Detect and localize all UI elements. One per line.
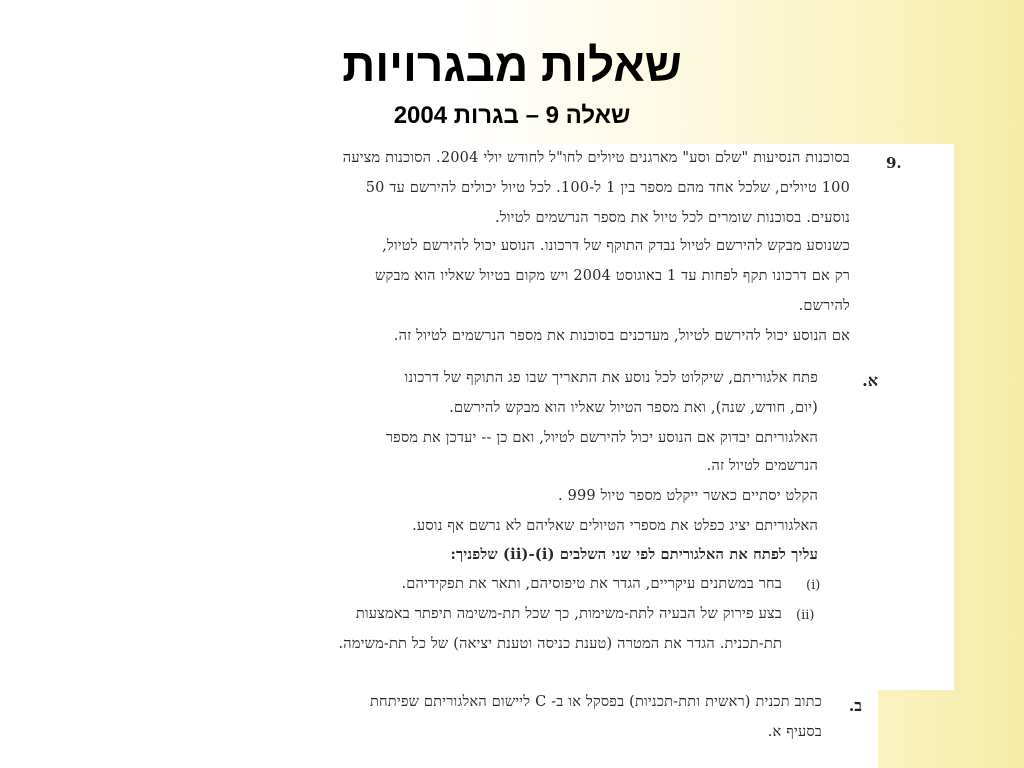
intro-line: נוסעים. בסוכנות שומרים לכל טיול את מספר הנרשמים לטיול.	[494, 210, 850, 226]
part-a-line: עליך לפתח את האלגוריתם לפי שני השלבים (i)-(ii) שלפניך:	[450, 546, 818, 563]
part-a-line: האלגוריתם יבדוק אם הנוסע יכול להירשם לטיול, ואם כן -- יעדכן את מספר	[385, 430, 818, 446]
part-b-marker: ב.	[848, 696, 862, 715]
intro-line: רק אם דרכונו תקף לפחות עד 1 באוגוסט 2004 ויש מקום בטיול שאליו הוא מבקש	[375, 268, 850, 284]
page-subtitle: שאלה 9 – בגרות 2004	[393, 102, 631, 129]
part-a-line: האלגוריתם יציג כפלט את מספרי הטיולים שאליהם לא נרשם אף נוסע.	[412, 518, 818, 534]
question-number: 9.	[886, 154, 902, 172]
intro-line: 100 טיולים, שלכל אחד מהם מספר בין 1 ל-100. לכל טיול יכולים להירשם עד 50	[365, 180, 850, 196]
step-ii-roman: (ii)	[796, 608, 815, 623]
part-a-line: הקלט יסתיים כאשר ייקלט מספר טיול 999 .	[557, 488, 818, 504]
step-i-line: בחר במשתנים עיקריים, הגדר את טיפוסיהם, ותאר את תפקידיהם.	[401, 576, 782, 592]
part-b-line: כתוב תכנית (ראשית ותת-תכניות) בפסקל או ב- C ליישום האלגוריתם שפיתחת	[369, 694, 822, 710]
intro-line: להירשם.	[798, 298, 850, 314]
intro-line: אם הנוסע יכול להירשם לטיול, מעדכנים בסוכנות את מספר הנרשמים לטיול זה.	[393, 328, 850, 344]
part-a-marker: א.	[862, 371, 878, 390]
part-a-line: (יום, חודש, שנה), ואת מספר הטיול שאליו הוא מבקש להירשם.	[449, 400, 818, 416]
page-title: שאלות מבגרויות	[342, 39, 682, 91]
step-ii-line: תת-תכנית. הגדר את המטרה (טענת כניסה וטענת יציאה) של כל תת-משימה.	[338, 636, 782, 652]
intro-line: כשנוסע מבקש להירשם לטיול נבדק התוקף של דרכונו. הנוסע יכול להירשם לטיול,	[382, 238, 850, 254]
step-ii-line: בצע פירוק של הבעיה לתת-משימות, כך שכל תת-משימה תיפתר באמצעות	[355, 606, 782, 622]
part-a-line: פתח אלגוריתם, שיקלוט לכל נוסע את התאריך שבו פג התוקף של דרכונו	[404, 370, 818, 386]
part-a-line: הנרשמים לטיול זה.	[706, 458, 818, 474]
scanned-question-page	[198, 144, 954, 690]
step-i-roman: (i)	[806, 578, 821, 593]
intro-line: בסוכנות הנסיעות "שלם וסע" מארגנים טיולים לחו"ל לחודש יולי 2004. הסוכנות מציעה	[342, 150, 850, 166]
part-b-line: בסעיף א.	[767, 724, 822, 740]
scanned-question-page-part-b	[198, 690, 878, 768]
